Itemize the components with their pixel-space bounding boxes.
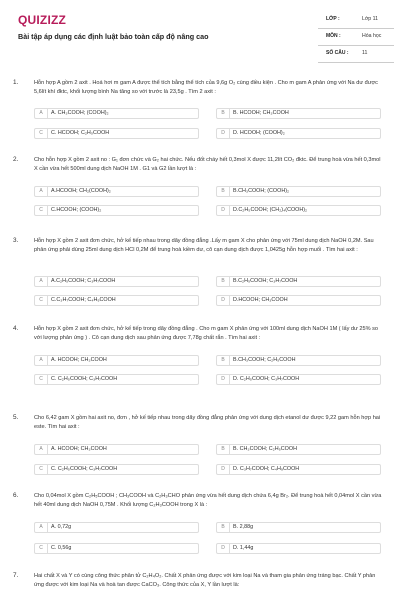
option-letter: D [217, 465, 230, 474]
option-a[interactable] [34, 108, 199, 119]
meta-info [318, 14, 394, 65]
option-text: C. 0,56g [51, 545, 72, 551]
meta-value: Hóa học [362, 33, 382, 39]
option-letter: C [35, 465, 48, 474]
question-text: Cho hỗn hợp X gồm 2 axit no : G₁ đơn chức và G₂ hai chức. Nếu đốt cháy hết 0,3mol X được 11,2lít CO₂ đktc. Để trung hoà vừa hết 0,3mol X cần vừa hết 500ml dung dịch NaOH 1M . G1 và G2 lần lượt là : [34, 157, 381, 172]
option-text: A. CH₃COOH; (COOH)₂ [51, 110, 109, 116]
meta-row-class [318, 14, 394, 29]
option-letter: B [217, 356, 230, 365]
meta-value: 11 [362, 50, 368, 56]
option-letter: A [35, 445, 48, 454]
quizizz-logo: QUIZIZZ [18, 13, 67, 27]
option-a[interactable] [34, 355, 199, 366]
option-c[interactable] [34, 128, 199, 139]
meta-label: SỐ CÂU : [326, 50, 349, 56]
option-c[interactable] [34, 374, 199, 385]
option-letter: B [217, 109, 230, 118]
option-a[interactable] [34, 522, 199, 533]
option-text: B. HCOOH; CH₃COOH [233, 110, 289, 116]
question-4 [0, 325, 400, 397]
question-number: 4. [13, 325, 19, 332]
option-text: B.CH₃COOH; C₂H₅COOH [233, 357, 296, 363]
option-b[interactable] [216, 108, 381, 119]
option-letter: A [35, 277, 48, 286]
option-d[interactable] [216, 374, 381, 385]
option-letter: B [217, 277, 230, 286]
option-text: A.C₂H₅COOH; C₃H₇COOH [51, 278, 116, 284]
question-text: Hỗn hợp A gồm 2 axit . Hoá hơi m gam A được thể tích bằng thể tích của 9,6g O₂ cùng điều kiện . Cho m gam A phản ứng với Na dư được 5,6lít khí đktc, khối lượng bình Na tăng so với trước là 23,5g . Tìm 2 axit : [34, 80, 378, 95]
option-letter: B [217, 445, 230, 454]
option-letter: A [35, 523, 48, 532]
option-c[interactable] [34, 543, 199, 554]
option-c[interactable] [34, 205, 199, 216]
option-text: D. C₂H₅COOH; C₃H₇COOH [233, 376, 300, 382]
option-letter: A [35, 187, 48, 196]
option-text: B. CH₃COOH; C₂H₅COOH [233, 446, 297, 452]
question-number: 7. [13, 572, 19, 579]
option-letter: D [217, 544, 230, 553]
option-letter: B [217, 187, 230, 196]
question-number: 6. [13, 492, 19, 499]
meta-row-count [318, 48, 394, 63]
option-c[interactable] [34, 295, 199, 306]
option-letter: D [217, 375, 230, 384]
option-letter: C [35, 544, 48, 553]
option-text: D.C₂H₅COOH; (CH₂)₄(COOH)₂ [233, 207, 308, 213]
question-2 [0, 156, 400, 226]
question-text: Hai chất X và Y có cùng công thức phân tử C₂H₄O₂. Chất X phản ứng được với kim loại Na và tham gia phản ứng tráng bạc. Chất Y phản ứng được với kim loại Na và hoà tan được CaCO₃. Công thức của X, Y lần lượt là: [34, 573, 376, 588]
option-c[interactable] [34, 464, 199, 475]
question-1 [0, 79, 400, 149]
option-text: C. C₂H₅COOH; C₃H₇COOH [51, 466, 118, 472]
option-text: C.HCOOH; (COOH)₂ [51, 207, 102, 213]
option-b[interactable] [216, 522, 381, 533]
option-text: A. HCOOH; CH₃COOH [51, 446, 107, 452]
option-text: D. C₃H₇COOH; C₄H₉COOH [233, 466, 300, 472]
meta-label: LỚP : [326, 16, 340, 22]
question-6 [0, 492, 400, 564]
document-title: Bài tập áp dụng các định luật bảo toàn cấp độ nâng cao [18, 32, 209, 41]
question-text: Hỗn hợp X gồm 2 axit đơn chức, hở kế tiếp trong dãy đồng đẳng . Cho m gam X phản ứng với 100ml dung dịch NaOH 1M ( lấy dư 25% so với lượng phản ứng ) . Cô cạn dung dịch sau phản ứng được 7,78g chất rắn . Tìm hai axit : [34, 326, 378, 341]
option-d[interactable] [216, 295, 381, 306]
option-b[interactable] [216, 186, 381, 197]
option-d[interactable] [216, 205, 381, 216]
option-text: B.C₂H₅COOH; C₃H₇COOH [233, 278, 298, 284]
option-a[interactable] [34, 186, 199, 197]
option-letter: C [35, 296, 48, 305]
question-5 [0, 414, 400, 486]
option-d[interactable] [216, 128, 381, 139]
option-letter: B [217, 523, 230, 532]
option-b[interactable] [216, 355, 381, 366]
question-text: Cho 0,04mol X gồm C₂H₅COOH ; CH₃COOH và C₂H₃CHO phản ứng vừa hết dung dịch chứa 6,4g Br₂. Để trung hoà hết 0,04mol X cần vừa hết 40ml dung dịch NaOH 0,75M . Khối lượng C₂H₃COOH trong X là : [34, 493, 382, 508]
question-number: 3. [13, 237, 19, 244]
option-letter: C [35, 129, 48, 138]
meta-row-subject [318, 31, 394, 46]
option-letter: D [217, 129, 230, 138]
option-a[interactable] [34, 276, 199, 287]
option-text: D. HCOOH; (COOH)₂ [233, 130, 285, 136]
option-b[interactable] [216, 276, 381, 287]
option-text: C. HCOOH; C₂H₅COOH [51, 130, 110, 136]
option-text: D.HCOOH; CH₃COOH [233, 297, 288, 303]
header [0, 0, 400, 62]
meta-label: MÔN : [326, 33, 341, 39]
option-text: B.CH₃COOH; (COOH)₂ [233, 188, 290, 194]
question-3 [0, 237, 400, 317]
question-text: Cho 6,42 gam X gồm hai axit no, đơn , hở kế tiếp nhau trong dãy đồng đẳng phản ứng với dung dịch etanol dư được 9,22 gam hỗn hợp hai este. Tìm hai axit : [34, 415, 381, 430]
option-text: A.HCOOH; CH₂(COOH)₂ [51, 188, 111, 194]
option-letter: A [35, 356, 48, 365]
question-number: 2. [13, 156, 19, 163]
option-text: A. 0,72g [51, 524, 72, 530]
question-7 [0, 572, 400, 600]
option-text: D. 1,44g [233, 545, 254, 551]
question-number: 5. [13, 414, 19, 421]
option-text: B. 2,88g [233, 524, 254, 530]
option-text: A. HCOOH; CH₃COOH [51, 357, 107, 363]
option-b[interactable] [216, 444, 381, 455]
question-number: 1. [13, 79, 19, 86]
option-a[interactable] [34, 444, 199, 455]
option-letter: C [35, 375, 48, 384]
option-letter: D [217, 206, 230, 215]
question-text: Hỗn hợp X gồm 2 axit đơn chức, hở kế tiếp nhau trong dãy đồng đẳng .Lấy m gam X cho phản ứng với 75ml dung dịch NaOH 0,2M. Sau phản ứng phải dùng 25ml dung dịch HCl 0,2M để trung hoà kiềm dư, cô cạn dung dịch được 1,0425g hỗn hợp muối . Tìm hai axit : [34, 238, 374, 253]
option-d[interactable] [216, 464, 381, 475]
option-text: C.C₃H₇COOH; C₄H₉COOH [51, 297, 116, 303]
option-d[interactable] [216, 543, 381, 554]
meta-value: Lớp 11 [362, 16, 378, 22]
option-letter: A [35, 109, 48, 118]
option-text: C. C₂H₅COOH; C₃H₇COOH [51, 376, 118, 382]
option-letter: D [217, 296, 230, 305]
option-letter: C [35, 206, 48, 215]
